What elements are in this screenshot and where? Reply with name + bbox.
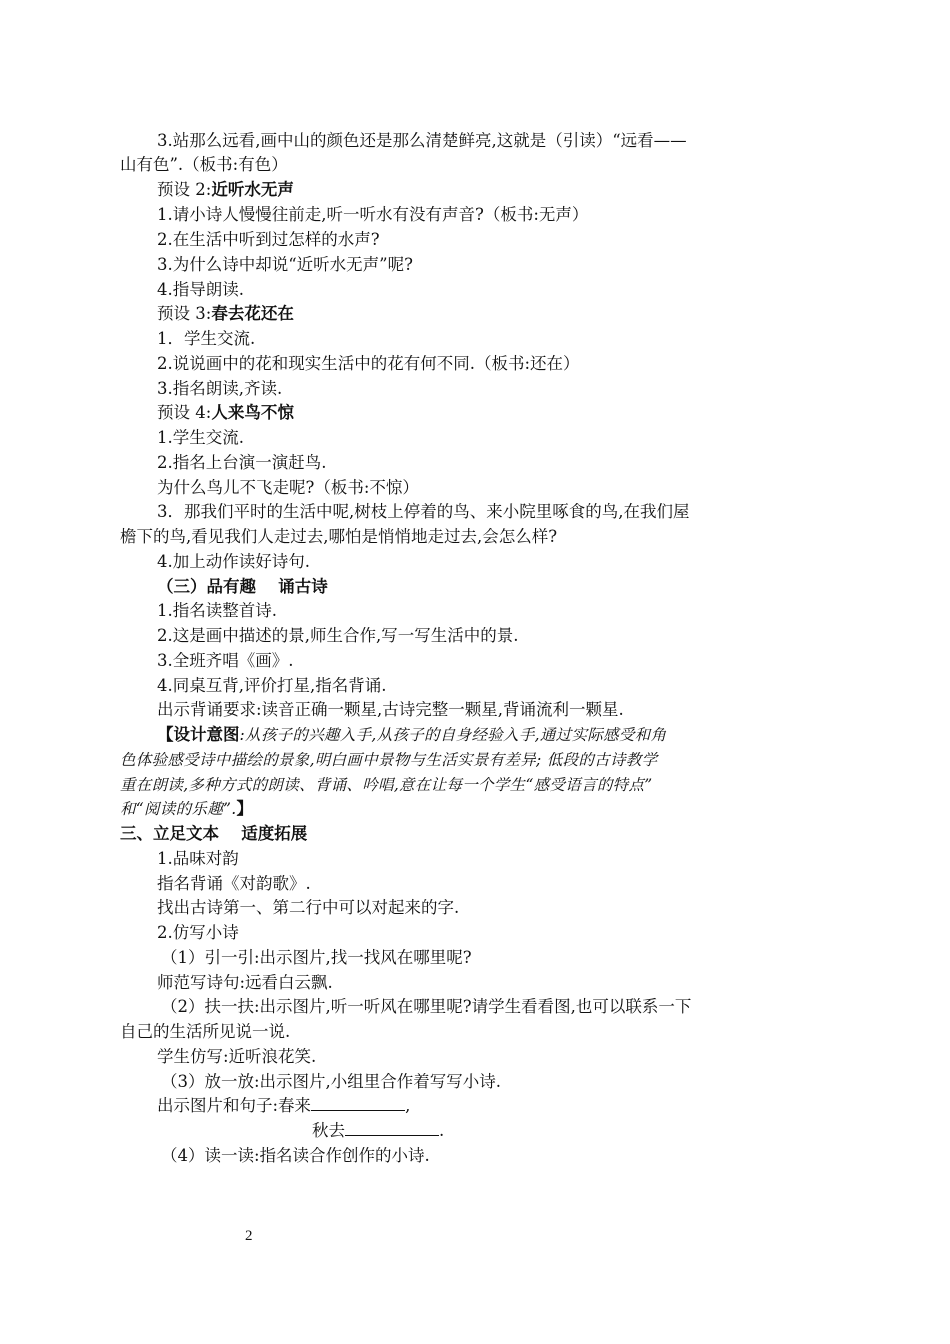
fill-in-suffix: . — [439, 1121, 445, 1140]
text-line: 出示背诵要求:读音正确一颗星,古诗完整一颗星,背诵流利一颗星. — [157, 700, 624, 719]
text-line: （3）放一放:出示图片,小组里合作着写写小诗. — [161, 1072, 502, 1091]
text-line: 2.这是画中描述的景,师生合作,写一写生活中的景. — [157, 626, 519, 645]
design-intent-end — [120, 797, 253, 821]
text-line: 找出古诗第一、第二行中可以对起来的字. — [157, 898, 460, 917]
fill-in-prefix: 秋去 — [312, 1121, 345, 1140]
blank-underline — [311, 1096, 405, 1111]
text-line: 2.在生活中听到过怎样的水声? — [157, 230, 380, 249]
text-line: 指名背诵《对韵歌》. — [157, 874, 311, 893]
text-line: 自己的生活所见说一说. — [120, 1022, 291, 1041]
preset-title: 近听水无声 — [211, 180, 294, 199]
text-line: 学生仿写:近听浪花笑. — [157, 1047, 317, 1066]
design-intent — [157, 723, 666, 747]
blank-underline — [345, 1121, 439, 1136]
section-heading: 三、立足文本 适度拓展 — [120, 824, 308, 843]
fill-in-suffix: , — [405, 1096, 411, 1115]
fill-in-line — [157, 1094, 410, 1118]
page-number: 2 — [245, 1228, 253, 1244]
section-heading: （三）品有趣 诵古诗 — [157, 577, 328, 596]
text-line: 山有色”.（板书:有色） — [120, 155, 288, 174]
text-line: 2.仿写小诗 — [157, 923, 239, 942]
text-line: 3.全班齐唱《画》. — [157, 651, 294, 670]
text-line: （4）读一读:指名读合作创作的小诗. — [161, 1146, 430, 1165]
preset-heading — [157, 401, 294, 425]
preset-label: 预设 2: — [157, 180, 212, 199]
preset-label: 预设 3: — [157, 304, 212, 323]
text-line: 3.为什么诗中却说“近听水无声”呢? — [157, 255, 413, 274]
preset-heading — [157, 178, 294, 202]
design-intent-text: 色体验感受诗中描绘的景象,明白画中景物与生活实景有差异; 低段的古诗教学 — [120, 751, 658, 769]
text-line: 3.站那么远看,画中山的颜色还是那么清楚鲜亮,这就是（引读）“远看—— — [157, 131, 687, 150]
design-intent-text: 和“阅读的乐趣”. — [120, 800, 237, 818]
text-line: 3.指名朗读,齐读. — [157, 379, 283, 398]
preset-title: 春去花还在 — [211, 304, 294, 323]
text-line: （2）扶一扶:出示图片,听一听风在哪里呢?请学生看看图,也可以联系一下 — [161, 997, 692, 1016]
text-line: 1.品味对韵 — [157, 849, 239, 868]
design-intent-text: 重在朗读,多种方式的朗读、背诵、吟唱,意在让每一个学生“感受语言的特点” — [120, 776, 653, 794]
design-intent-bracket: 】 — [236, 799, 253, 818]
preset-heading — [157, 302, 294, 326]
text-line: 师范写诗句:远看白云飘. — [157, 973, 333, 992]
design-intent-text: :从孩子的兴趣入手,从孩子的自身经验入手,通过实际感受和角 — [239, 726, 667, 744]
fill-in-prefix: 出示图片和句子:春来 — [157, 1096, 312, 1115]
preset-title: 人来鸟不惊 — [211, 403, 294, 422]
text-line: 为什么鸟儿不飞走呢?（板书:不惊） — [157, 478, 419, 497]
text-line: 1.学生交流. — [157, 428, 244, 447]
text-line: 2.指名上台演一演赶鸟. — [157, 453, 327, 472]
text-line: （1）引一引:出示图片,找一找风在哪里呢? — [161, 948, 472, 967]
preset-label: 预设 4: — [157, 403, 212, 422]
text-line: 檐下的鸟,看见我们人走过去,哪怕是悄悄地走过去,会怎么样? — [120, 527, 558, 546]
fill-in-line — [312, 1119, 444, 1143]
text-line: 1．学生交流. — [157, 329, 256, 348]
text-line: 4.加上动作读好诗句. — [157, 552, 310, 571]
text-line: 2.说说画中的花和现实生活中的花有何不同.（板书:还在） — [157, 354, 580, 373]
text-line: 3．那我们平时的生活中呢,树枝上停着的鸟、来小院里啄食的鸟,在我们屋 — [157, 502, 690, 521]
text-line: 4.同桌互背,评价打星,指名背诵. — [157, 676, 387, 695]
text-line: 1.指名读整首诗. — [157, 601, 277, 620]
text-line: 1.请小诗人慢慢往前走,听一听水有没有声音?（板书:无声） — [157, 205, 589, 224]
text-line: 4.指导朗读. — [157, 280, 244, 299]
design-intent-label: 【设计意图 — [157, 725, 240, 744]
